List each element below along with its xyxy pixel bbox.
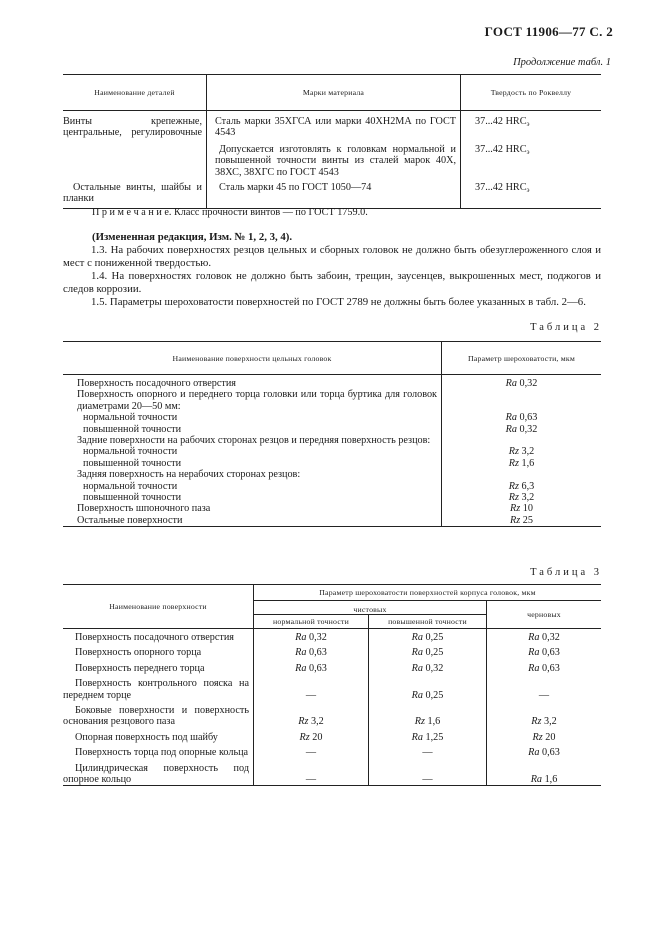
roughness-param: Ra [295,647,307,659]
roughness-number: 0,32 [309,632,327,643]
roughness-number: 0,63 [519,412,538,424]
surface-name: Опорная поверхность под шайбу [63,728,254,743]
surface-name: повышенной точности [63,492,442,503]
roughness-number: 3,2 [544,716,557,728]
roughness-param: Ra [295,662,307,674]
roughness-rough [487,728,602,743]
roughness-value [442,424,602,435]
hardness-subscript: э [526,120,530,128]
roughness-number: 3,2 [311,716,324,728]
roughness-high [369,759,487,786]
roughness-number: 20 [545,731,556,743]
roughness-number: 0,32 [425,662,444,674]
table-row [63,389,601,412]
roughness-number: 25 [522,514,533,526]
roughness-value [442,435,602,446]
roughness-param: Ra [528,662,540,674]
paragraph-1-4: 1.4. На поверхностях головок не должно быть забоин, трещин, заусенцев, выкрошенных мест, поджогов и следов коррозии. [63,270,601,295]
roughness-number: 0,63 [542,747,560,759]
roughness-table-body [63,584,601,786]
roughness-normal [254,674,369,701]
surface-name: Остальные поверхности [63,515,442,527]
roughness-value [442,389,602,412]
roughness-number: 0,25 [425,647,444,659]
roughness-number: — [422,774,433,786]
roughness-table-solid-heads [63,341,601,527]
document-header: ГОСТ 11906—77 С. 2 [484,24,613,39]
roughness-high [369,728,487,743]
hardness-subscript: э [526,186,530,195]
roughness-param: Rz [510,503,521,515]
col-header-finish: чистовых [254,601,487,615]
roughness-param: Ra [411,632,423,643]
roughness-number: 0,63 [309,647,327,659]
roughness-high [369,743,487,758]
roughness-param: Rz [508,446,519,458]
table-row [63,728,601,743]
surface-name: Поверхность переднего торца [63,659,254,674]
roughness-high [369,643,487,658]
surface-name: повышенной точности [63,424,442,435]
surface-name: Поверхность опорного и переднего торца головки или торца буртика для головок диаметрами 20—50 мм: [63,389,442,412]
roughness-number: 3,2 [521,492,535,504]
roughness-param: Rz [299,731,310,743]
surface-name: Поверхность посадочного отверстия [63,375,442,390]
table-row [63,469,601,480]
table-row [63,492,601,503]
roughness-number: 0,25 [425,632,444,643]
col-header-material: Марки материала [207,75,461,111]
roughness-value [442,375,602,390]
roughness-rough [487,701,602,728]
table-row [63,503,601,514]
hardness-subscript: э [526,147,530,156]
roughness-param: Ra [411,647,423,659]
roughness-number: 0,32 [542,632,560,643]
material-text: Сталь марки 45 по ГОСТ 1050—74 [207,178,461,208]
roughness-param: Ra [505,412,517,424]
surface-name: Поверхность торца под опорные кольца [63,743,254,758]
roughness-high [369,629,487,644]
roughness-param: Rz [508,492,519,504]
roughness-number: 1,25 [425,731,444,743]
roughness-number: — [305,689,317,701]
table-row [63,759,601,786]
materials-table [63,74,601,209]
roughness-param: Ra [528,632,540,643]
part-name: Винты крепежные, центральные, регулировочные [63,111,207,139]
roughness-normal [254,759,369,786]
col-header-roughness: Параметр шероховатости, мкм [468,353,575,363]
table-continuation-label: Продолжение табл. 1 [513,57,611,68]
roughness-number: 20 [312,731,323,743]
roughness-high [369,701,487,728]
roughness-value [442,481,602,492]
surface-name: Поверхность опорного торца [63,643,254,658]
surface-name: Цилиндрическая поверхность под опорное кольцо [63,759,254,786]
table-row [63,674,601,701]
material-text: Допускается изготовлять к головкам нормальной и повышенной точности винты из сталей марок 40Х, 38ХС, 38ХГС по ГОСТ 4543 [207,139,461,178]
roughness-number: 0,63 [542,647,560,659]
revision-note: (Измененная редакция, Изм. № 1, 2, 3, 4). [92,231,293,243]
table-row [63,111,601,139]
col-header-surface: Наименование поверхности [63,585,254,629]
roughness-number: 0,63 [309,662,327,674]
hardness-value [461,111,602,139]
col-header-group: Параметр шероховатости поверхностей корпуса головок, мкм [254,585,602,601]
roughness-value [442,503,602,514]
roughness-param: Ra [528,647,540,659]
roughness-param: Ra [505,378,517,389]
roughness-param: Ra [528,747,540,759]
col-header-part: Наименование деталей [63,75,207,111]
roughness-number: 3,2 [521,446,535,458]
roughness-number: 6,3 [521,480,535,492]
surface-name: нормальной точности [63,481,442,492]
roughness-normal [254,643,369,658]
table-3-caption: Таблица 3 [530,567,602,578]
roughness-normal [254,659,369,674]
table-row [63,629,601,644]
roughness-param: Rz [298,716,309,728]
col-header-high: повышенной точности [369,615,487,629]
material-text: Сталь марки 35ХГСА или марки 40ХН2МА по ГОСТ 4543 [207,111,461,139]
table-row [63,178,601,208]
col-header-hardness: Твердость по Роквеллу [490,88,572,97]
hardness-value [461,178,602,208]
roughness-high [369,674,487,701]
roughness-param: Ra [505,423,517,435]
roughness-param: Rz [508,480,519,492]
surface-name: Поверхность шпоночного паза [63,503,442,514]
roughness-number: — [305,747,317,759]
surface-name: Поверхность посадочного отверстия [63,629,254,644]
roughness-value [442,515,602,527]
roughness-value [442,469,602,480]
roughness-rough [487,643,602,658]
table-2-caption: Таблица 2 [530,322,602,333]
roughness-normal [254,728,369,743]
surface-name: Поверхность контрольного пояска на переднем торце [63,674,254,701]
table-row [63,458,601,469]
roughness-param: Ra [295,632,307,643]
table-row [63,139,601,178]
roughness-param: Rz [510,514,521,526]
table-row [63,743,601,758]
roughness-number: 0,32 [519,423,538,435]
surface-name: нормальной точности [63,412,442,423]
roughness-number: 1,6 [427,716,441,728]
roughness-normal [254,701,369,728]
col-header-surface: Наименование поверхности цельных головок [63,342,442,375]
table-row [63,424,601,435]
roughness-normal [254,629,369,644]
paragraph-1-3: 1.3. На рабочих поверхностях резцов цельных и сборных головок не должно быть обезуглероженного слоя и мест с пониженной твердостью. [63,244,601,269]
roughness-number: — [538,689,550,701]
roughness-param: Ra [530,774,543,786]
roughness-normal [254,743,369,758]
roughness-value [442,412,602,423]
table-row [63,481,601,492]
roughness-number: 0,32 [519,378,538,389]
roughness-value [442,446,602,457]
roughness-value [442,458,602,469]
hardness-number: 37...42 HRC [475,182,527,194]
surface-name: Боковые поверхности и поверхность основания резцового паза [63,701,254,728]
roughness-param: Rz [508,457,519,469]
part-name: Остальные винты, шайбы и планки [63,178,207,208]
col-header-rough: черновых [487,601,602,629]
roughness-number: 1,6 [521,457,535,469]
roughness-rough [487,743,602,758]
table-row [63,643,601,658]
roughness-param: Ra [411,689,423,701]
table-note: П р и м е ч а н и е. Класс прочности винтов — по ГОСТ 1759.0. [92,207,368,218]
roughness-number: — [305,774,317,786]
part-name [63,139,207,178]
table-row [63,701,601,728]
roughness-rough [487,759,602,786]
col-header-normal: нормальной точности [254,615,369,629]
roughness-param: Ra [411,731,423,743]
table-row [63,515,601,527]
roughness-number: 0,25 [425,689,444,701]
table-row [63,375,601,390]
roughness-high [369,659,487,674]
roughness-rough [487,629,602,644]
surface-name: Задняя поверхность на нерабочих сторонах резцов: [63,469,442,480]
hardness-value [461,139,602,178]
paragraph-1-5: 1.5. Параметры шероховатости поверхностей по ГОСТ 2789 не должны быть более указанных в табл. 2—6. [91,296,586,308]
surface-name: нормальной точности [63,446,442,457]
surface-name: Задние поверхности на рабочих сторонах резцов и передняя поверхность резцов: [63,435,442,446]
table-row [63,412,601,423]
hardness-number: 37...42 HRC [475,143,527,155]
table-row [63,435,601,446]
roughness-rough [487,659,602,674]
roughness-param: Rz [414,716,425,728]
roughness-param: Rz [531,716,542,728]
roughness-number: — [422,747,433,759]
roughness-param: Rz [532,731,543,743]
roughness-value [442,492,602,503]
roughness-number: 10 [522,503,533,515]
roughness-rough [487,674,602,701]
surface-name: повышенной точности [63,458,442,469]
roughness-number: 1,6 [544,774,558,786]
hardness-number: 37...42 HRC [475,116,527,127]
table-row [63,659,601,674]
roughness-param: Ra [411,662,423,674]
table-row [63,446,601,457]
roughness-number: 0,63 [542,662,560,674]
